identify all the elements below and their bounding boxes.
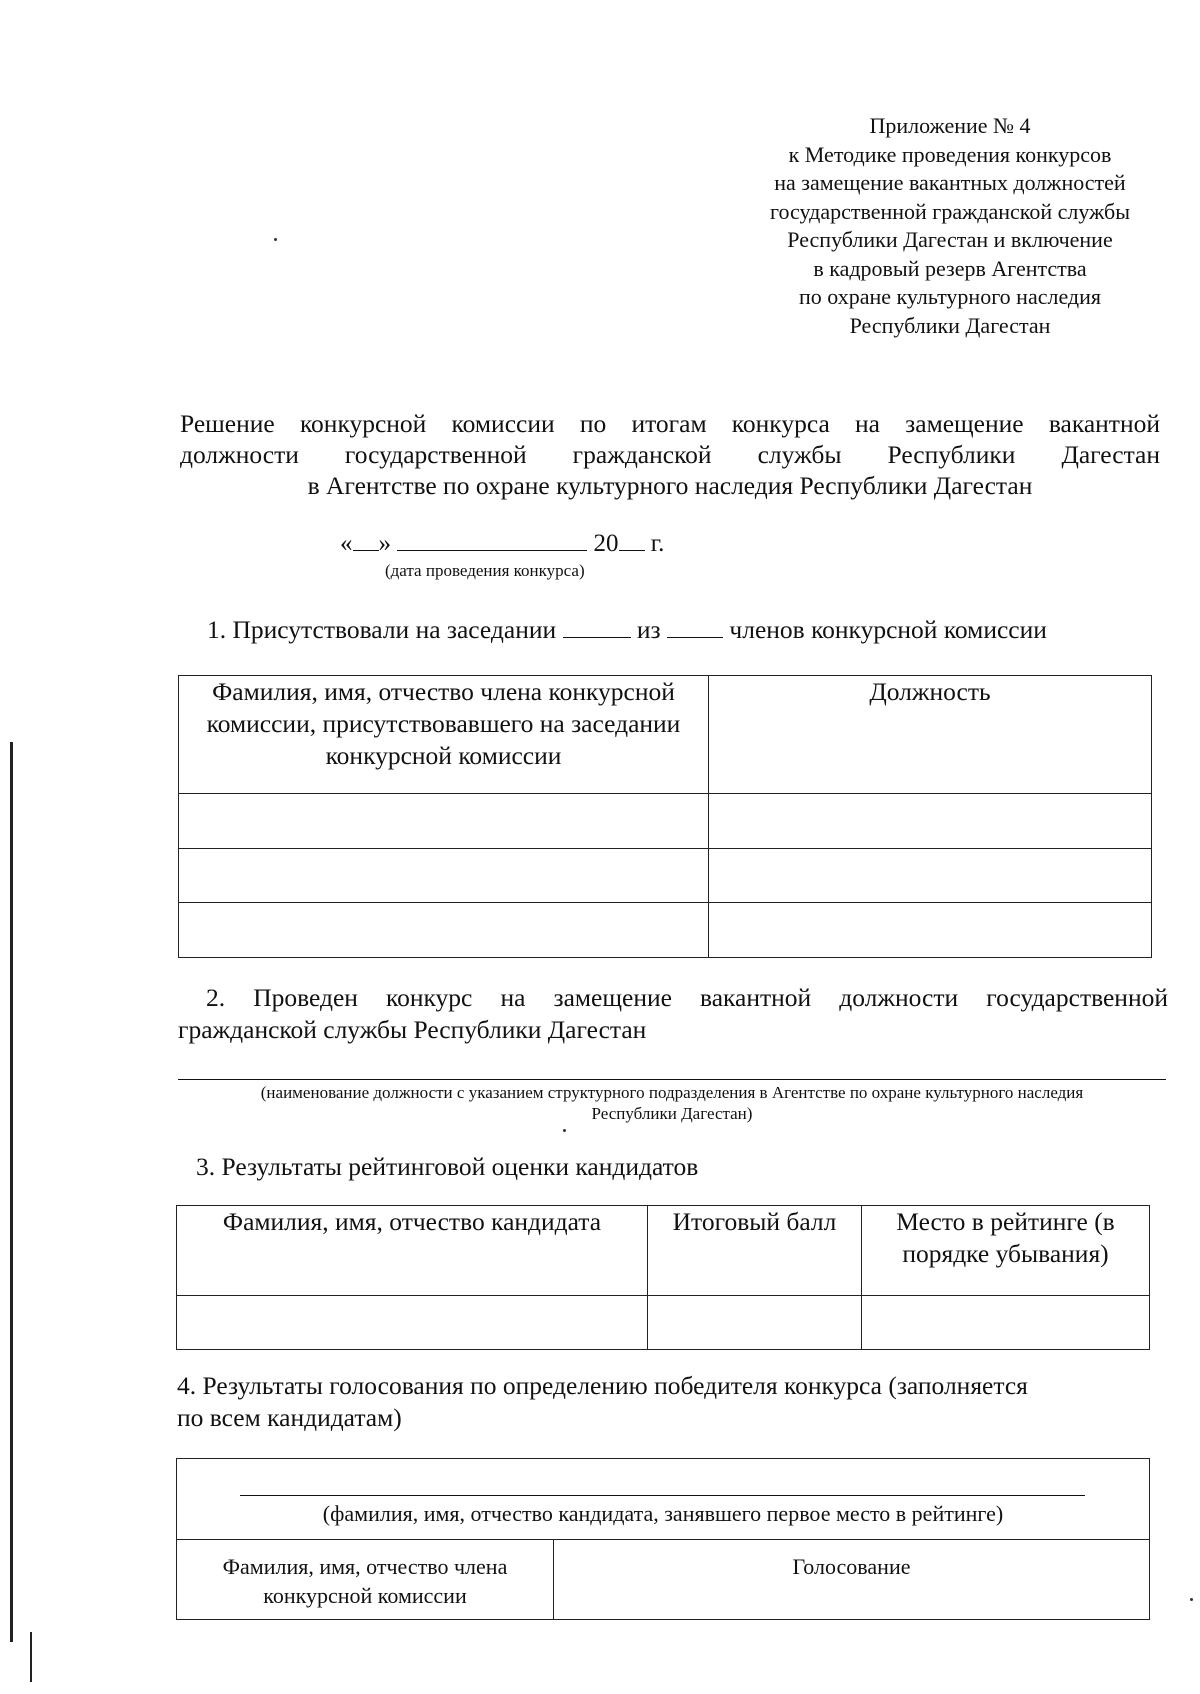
section3-title: 3. Результаты рейтинговой оценки кандидатов bbox=[196, 1152, 699, 1181]
table-row bbox=[177, 1296, 1150, 1350]
title-line: в Агентстве по охране культурного наследия Республики Дагестан bbox=[307, 471, 1033, 500]
appendix-line: на замещение вакантных должностей bbox=[774, 170, 1126, 195]
title-line: должности государственной гражданской службы Республики Дагестан bbox=[180, 440, 1160, 469]
appendix-line: Республики Дагестан и включение bbox=[787, 227, 1113, 252]
table-cell[interactable] bbox=[862, 1296, 1150, 1350]
candidate-cell bbox=[177, 1459, 1150, 1540]
total-count-blank[interactable] bbox=[667, 615, 723, 638]
table-cell[interactable] bbox=[709, 794, 1152, 849]
section1-line bbox=[207, 614, 1047, 646]
appendix-line: по охране культурного наследия bbox=[798, 284, 1102, 309]
table-cell[interactable] bbox=[648, 1296, 862, 1350]
table-cell[interactable] bbox=[179, 794, 709, 849]
header-candidate-name: Фамилия, имя, отчество кандидата bbox=[177, 1206, 648, 1296]
section4-text bbox=[177, 1370, 1157, 1434]
title-line: Решение конкурсной комиссии по итогам конкурса на замещение вакантной bbox=[180, 409, 1160, 438]
day-blank[interactable] bbox=[353, 528, 379, 551]
section2-line: 2. Проведен конкурс на замещение вакантной должности государственной bbox=[206, 983, 1168, 1012]
table-row bbox=[179, 794, 1152, 849]
section1-middle: из bbox=[636, 615, 661, 644]
date-caption: (дата проведения конкурса) bbox=[385, 561, 585, 580]
section1-prefix: 1. Присутствовали на заседании bbox=[207, 615, 557, 644]
table-header-row bbox=[177, 1206, 1150, 1296]
table-cell[interactable] bbox=[179, 903, 709, 958]
attendees-table bbox=[178, 675, 1152, 958]
table-cell[interactable] bbox=[179, 849, 709, 903]
section2-line: гражданской службы Республики Дагестан bbox=[178, 1015, 647, 1044]
candidate-row bbox=[177, 1459, 1150, 1540]
appendix-line: Приложение № 4 bbox=[869, 113, 1031, 138]
scan-speck bbox=[274, 238, 277, 241]
scan-margin-line bbox=[30, 1632, 32, 1682]
candidate-caption: (фамилия, имя, отчество кандидата, занявшего первое место в рейтинге) bbox=[322, 1501, 1004, 1526]
month-blank[interactable] bbox=[397, 528, 587, 551]
table-header-row bbox=[179, 676, 1152, 794]
document-title bbox=[180, 408, 1160, 501]
table-cell[interactable] bbox=[177, 1296, 648, 1350]
appendix-line: в кадровый резерв Агентства bbox=[813, 255, 1087, 281]
scan-speck bbox=[563, 1129, 566, 1132]
table-header-row bbox=[177, 1540, 1150, 1620]
table-cell[interactable] bbox=[709, 903, 1152, 958]
appendix-line: государственной гражданской службы bbox=[770, 198, 1130, 224]
voting-table bbox=[176, 1458, 1150, 1620]
section4-line: по всем кандидатам) bbox=[177, 1403, 402, 1432]
candidate-name-blank[interactable] bbox=[240, 1495, 1085, 1496]
header-member-name: Фамилия, имя, отчество члена конкурсной комиссии, присутствовавшего на заседании конкурсной комиссии bbox=[179, 676, 709, 794]
header-total-score: Итоговый балл bbox=[648, 1206, 862, 1296]
date-open-quote: « bbox=[340, 530, 353, 557]
header-voting: Голосование bbox=[554, 1540, 1150, 1620]
year-prefix: 20 bbox=[593, 530, 619, 557]
scan-speck bbox=[1190, 1598, 1193, 1601]
position-name-blank[interactable] bbox=[178, 1079, 1166, 1080]
contest-date-line bbox=[340, 528, 664, 558]
date-close-quote: » bbox=[378, 530, 391, 557]
scan-margin-line bbox=[10, 742, 13, 1642]
year-blank[interactable] bbox=[619, 528, 645, 551]
header-commission-member: Фамилия, имя, отчество члена конкурсной комиссии bbox=[177, 1540, 554, 1620]
appendix-line: к Методике проведения конкурсов bbox=[788, 141, 1112, 167]
table-row bbox=[179, 849, 1152, 903]
section2-text bbox=[178, 982, 1168, 1046]
appendix-line: Республики Дагестан bbox=[849, 312, 1051, 338]
header-rating-place: Место в рейтинге (в порядке убывания) bbox=[862, 1206, 1150, 1296]
table-row bbox=[179, 903, 1152, 958]
position-caption-line: (наименование должности с указанием структурного подразделения в Агентстве по охране культурного наследия bbox=[260, 1083, 1084, 1102]
position-caption-line: Республики Дагестан) bbox=[591, 1104, 753, 1123]
section1-suffix: членов конкурсной комиссии bbox=[729, 615, 1047, 644]
present-count-blank[interactable] bbox=[563, 615, 631, 638]
header-position: Должность bbox=[709, 676, 1152, 794]
appendix-header bbox=[740, 112, 1160, 340]
section4-line: 4. Результаты голосования по определению победителя конкурса (заполняется bbox=[177, 1371, 1028, 1400]
position-caption bbox=[178, 1082, 1166, 1124]
rating-table bbox=[176, 1205, 1150, 1350]
table-cell[interactable] bbox=[709, 849, 1152, 903]
year-suffix: г. bbox=[644, 530, 665, 557]
